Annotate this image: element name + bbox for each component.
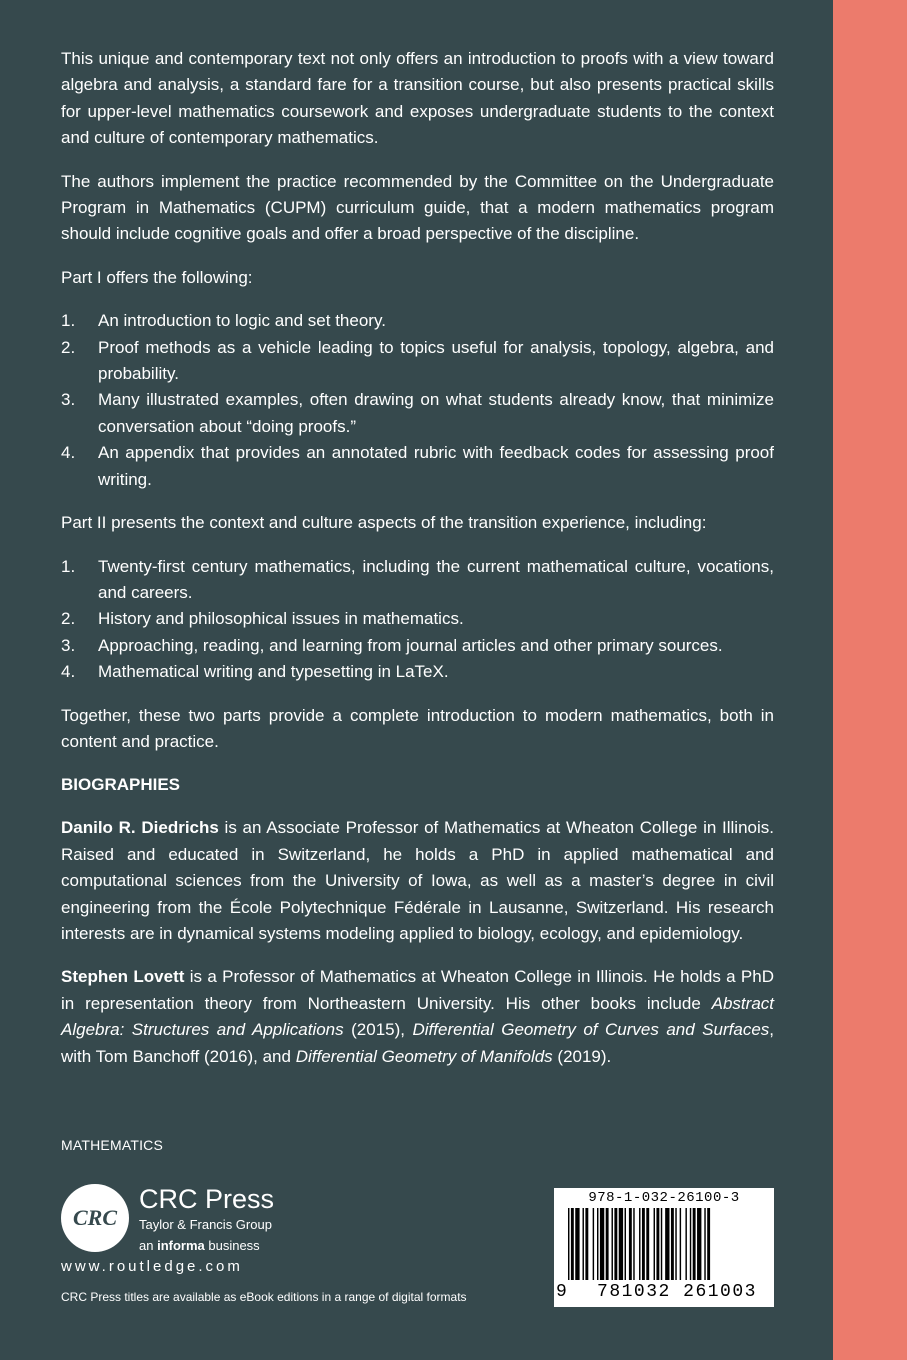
list-number: 2. [61,609,76,629]
list-item [61,659,774,685]
barcode-bar [600,1208,604,1280]
list-item [61,440,774,493]
back-cover-text [61,46,774,1087]
barcode-bar [661,1208,662,1280]
barcode-bar [665,1208,669,1280]
informa-brand: informa [157,1238,205,1253]
barcode-digits: 781032 261003 [597,1282,757,1302]
bio-diedrichs [61,815,774,947]
barcode-bar [675,1208,676,1280]
list-number: 1. [61,311,76,331]
barcode-bar [646,1208,649,1280]
list-item [61,308,774,334]
list-item [61,335,774,388]
list-item-text: An appendix that provides an annotated rubric with feedback codes for assessing proof writing. [98,443,774,489]
bio-text: (2019). [552,1046,612,1066]
barcode-bar [639,1208,640,1280]
list-number: 1. [61,556,76,576]
list-item-text: Approaching, reading, and learning from journal articles and other primary sources. [98,635,723,655]
informa-suffix: business [204,1238,260,1253]
list-number: 3. [61,390,76,410]
intro-paragraph-2: The authors implement the practice recommended by the Committee on the Undergraduate Program in Mathematics (CUPM) curriculum guide, that a modern mathematics program should include cognitive goals and offer a broad perspective of the discipline. [61,171,774,244]
barcode-bar [671,1208,674,1280]
list-number: 4. [61,443,76,463]
barcode-bar [690,1208,691,1280]
list-item [61,606,774,632]
part2-list [61,554,774,686]
barcode-bar [583,1208,584,1280]
barcode-bar [625,1208,626,1280]
barcode-lead-digit: 9 [556,1282,567,1302]
book-title: Differential Geometry of Manifolds [295,1046,553,1066]
list-item [61,554,774,607]
barcode-bar [619,1208,623,1280]
barcode-bar [697,1208,701,1280]
barcode-bar [704,1208,705,1280]
subject-category: MATHEMATICS [61,1137,164,1153]
book-title: Differential Geometry of Curves and Surfaces [412,1020,770,1040]
bio-lovett [61,964,774,1070]
barcode-bars [568,1208,760,1284]
ebook-note: CRC Press titles are available as eBook editions in a range of digital formats [61,1290,467,1304]
bio-text: , with Tom Banchoff (2016), and [61,1020,775,1066]
part1-list [61,308,774,493]
barcode-bar [707,1208,710,1280]
barcode-bar [614,1208,617,1280]
side-color-stripe [833,0,907,1360]
part1-heading: Part I offers the following: [61,267,253,287]
author-name: Stephen Lovett [61,967,185,987]
barcode-bar [629,1208,632,1280]
list-item-text: Many illustrated examples, often drawing on what students already know, that minimize conversation about “doing proofs.” [98,390,774,436]
barcode-bar [606,1208,609,1280]
list-number: 3. [61,635,76,655]
list-item-text: Mathematical writing and typesetting in LaTeX. [98,662,449,682]
barcode-bar [642,1208,645,1280]
isbn-number: 978-1-032-26100-3 [588,1190,740,1206]
informa-prefix: an [139,1238,158,1253]
list-item-text: An introduction to logic and set theory. [98,311,386,331]
barcode-bar [571,1208,574,1280]
list-item [61,387,774,440]
barcode-bar [654,1208,655,1280]
list-item-text: History and philosophical issues in mathematics. [98,609,464,629]
publisher-name: CRC Press [139,1184,275,1214]
intro-paragraph-1: This unique and contemporary text not only offers an introduction to proofs with a view toward algebra and analysis, a standard fare for a transition course, but also presents practical skills for upper-level mathematics coursework and exposes undergraduate students to the context and culture of contemporary mathematics. [61,49,774,148]
informa-line [139,1238,260,1253]
publisher-url[interactable]: www.routledge.com [61,1258,243,1275]
barcode-bar [656,1208,659,1280]
crc-logo [61,1184,129,1252]
part2-heading: Part II presents the context and culture aspects of the transition experience, including: [61,513,707,533]
bio-text: is a Professor of Mathematics at Wheaton College in Illinois. He holds a PhD in representation theory from Northeastern University. His other books include [61,967,774,1013]
list-item [61,633,774,659]
list-number: 4. [61,662,76,682]
bio-text: (2015), [343,1020,413,1040]
list-item-text: Twenty-first century mathematics, including the current mathematical culture, vocations, and careers. [98,556,774,602]
list-item-text: Proof methods as a vehicle leading to topics useful for analysis, topology, algebra, and probability. [98,337,774,384]
barcode-bar [585,1208,588,1280]
bio-text: is an Associate Professor of Mathematics at Wheaton College in Illinois. Raised and educated in Switzerland, he holds a PhD in applied mathematical and computational sciences from the University of Iowa, as well as a master’s degree in civil engineering from the École Polytechnique Fédérale in Lausanne, Switzerland. His research interests are in dynamical systems modeling applied to biology, ecology, and epidemiology. [61,818,774,943]
barcode-bar [693,1208,696,1280]
biographies-heading: BIOGRAPHIES [61,775,181,795]
conclusion-paragraph: Together, these two parts provide a complete introduction to modern mathematics, both in content and practice. [61,705,774,751]
list-number: 2. [61,337,76,357]
author-name: Danilo R. Diedrichs [61,818,219,838]
publisher-group: Taylor & Francis Group [139,1217,272,1232]
barcode-bar [597,1208,598,1280]
barcode-bar [633,1208,634,1280]
logo-text: CRC [72,1205,118,1230]
book-title: Abstract Algebra: Structures and Applications [61,993,774,1040]
barcode-bar [680,1208,681,1280]
barcode-bar [568,1208,569,1280]
barcode-bar [575,1208,579,1280]
barcode-bar [685,1208,686,1280]
barcode-bar [612,1208,613,1280]
barcode-bar [593,1208,594,1280]
isbn-barcode [554,1188,774,1307]
